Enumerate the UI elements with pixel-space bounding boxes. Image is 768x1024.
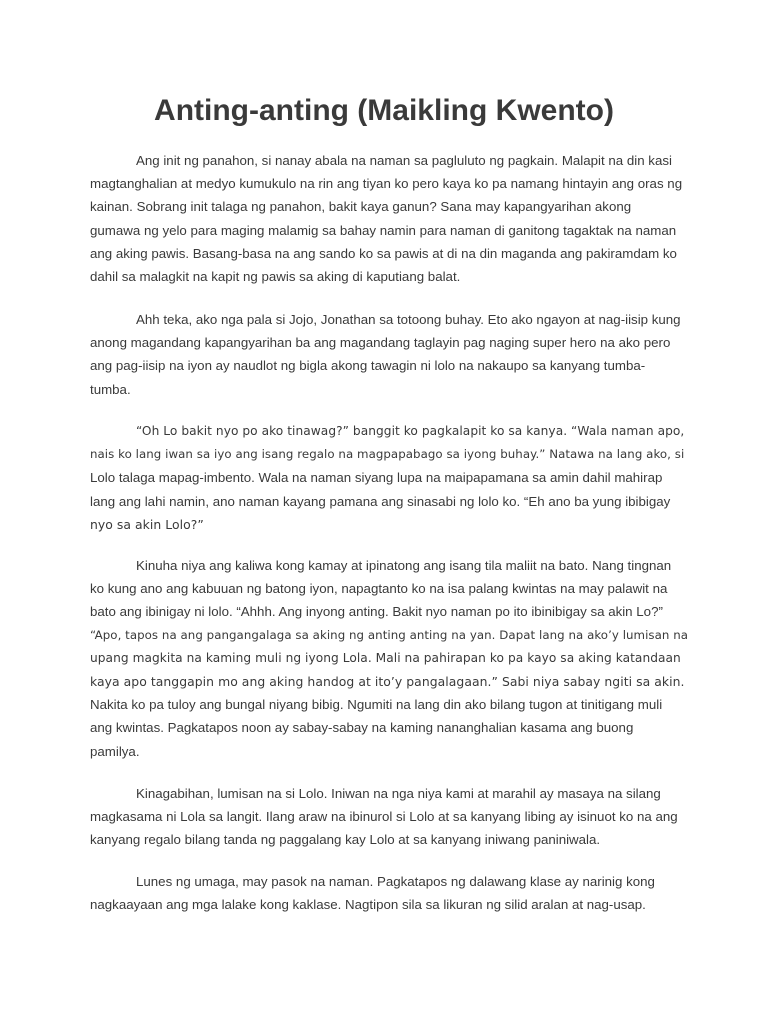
paragraph-line: kainan. Sobrang init talaga ng panahon, bakit kaya ganun? Sana may kapangyarihan akong xyxy=(90,199,632,215)
story-paragraph-2 xyxy=(90,308,690,401)
paragraph-line: pamilya. xyxy=(90,743,140,759)
paragraph-line: upang magkita na kaming muli ng iyong Lola. Mali na pahirapan ko pa kayo sa aking katandaan xyxy=(90,650,681,665)
paragraph-line: Lolo talaga mapag-imbento. Wala na naman siyang lupa na maipapamana sa amin dahil mahirap xyxy=(90,470,663,486)
paragraph-line: Nakita ko pa tuloy ang bungal niyang bibig. Ngumiti na lang din ako bilang tugon at tinitigang muli xyxy=(90,697,663,713)
paragraph-line: “Oh Lo bakit nyo po ako tinawag?” banggit ko pagkalapit ko sa kanya. “Wala naman apo, xyxy=(136,424,685,438)
paragraph-line: “Apo, tapos na ang pangangalaga sa aking ng anting anting na yan. Dapat lang na ako’y lumisan na xyxy=(90,627,689,642)
paragraph-line: Kinuha niya ang kaliwa kong kamay at ipinatong ang isang tila maliit na bato. Nang tingnan xyxy=(136,558,672,573)
paragraph-line: ang pag-iisip na iyon ay naudlot ng bigla akong tawagin ni lolo na nakaupo sa kanyang tumba- xyxy=(90,358,646,374)
paragraph-line: nais ko lang iwan sa iyo ang isang regalo na magpapabago sa iyong buhay.” Natawa na lang ako, si xyxy=(90,447,685,462)
paragraph-line: Ang init ng panahon, si nanay abala na naman sa pagluluto ng pagkain. Malapit na din kasi xyxy=(136,153,672,168)
paragraph-line: ang kwintas. Pagkatapos noon ay sabay-sabay na kaming nananghalian kasama ang buong xyxy=(90,720,634,736)
paragraph-line: magtanghalian at medyo kumukulo na rin ang tiyan ko pero kaya ko pa namang hintayin ang oras ng xyxy=(90,176,683,192)
story-paragraph-5 xyxy=(90,782,690,852)
paragraph-line: bato ang ibinigay ni lolo. “Ahhh. Ang inyong anting. Bakit nyo naman po ito ibinibigay sa akin Lo?” xyxy=(90,604,663,620)
paragraph-line: lang ang lahi namin, ano naman kayang pamana ang sinasabi ng lolo ko. “Eh ano ba yung ibibigay xyxy=(90,493,671,509)
page-title: Anting-anting (Maikling Kwento) xyxy=(154,94,614,127)
paragraph-line: gumawa ng yelo para maging malamig sa bahay namin para naman di ganitong tagaktak na naman xyxy=(90,222,677,238)
paragraph-line: kaya apo tanggapin mo ang aking handog at ito’y pangalagaan.” Sabi niya sabay ngiti sa akin. xyxy=(90,674,685,690)
paragraph-line: Ahh teka, ako nga pala si Jojo, Jonathan sa totoong buhay. Eto ako ngayon at nag-iisip kung xyxy=(136,312,681,327)
paragraph-line: magkasama ni Lola sa langit. Ilang araw na ibinurol si Lolo at sa kanyang libing ay isinuot ko na ang xyxy=(90,809,678,825)
paragraph-line: nagkaayaan ang mga lalake kong kaklase. Nagtipon sila sa likuran ng silid aralan at nag-usap. xyxy=(90,897,646,913)
paragraph-line: Lunes ng umaga, may pasok na naman. Pagkatapos ng dalawang klase ay narinig kong xyxy=(136,874,655,889)
paragraph-line: nyo sa akin Lolo?” xyxy=(90,516,204,532)
story-paragraph-3 xyxy=(90,420,690,536)
story-paragraph-4 xyxy=(90,554,690,763)
paragraph-line: ang aking pawis. Basang-basa na ang sando ko sa pawis at di na din maganda ang pakiramdam ko xyxy=(90,245,677,261)
paragraph-line: tumba. xyxy=(90,381,131,397)
paragraph-line: Kinagabihan, lumisan na si Lolo. Iniwan na nga niya kami at marahil ay masaya na silang xyxy=(136,786,661,801)
paragraph-line: kanyang regalo bilang tanda ng paggalang kay Lolo at sa kanyang iniwang paniniwala. xyxy=(90,832,601,848)
paragraph-line: anong magandang kapangyarihan ba ang magandang taglayin pag naging super hero na ako pero xyxy=(90,335,671,351)
story-paragraph-1 xyxy=(90,149,690,288)
paragraph-line: ko kung ano ang kabuuan ng batong iyon, napagtanto ko na isa palang kwintas na may palawit na xyxy=(90,581,668,597)
paragraph-line: dahil sa malagkit na kapit ng pawis sa aking di kaputiang balat. xyxy=(90,269,461,285)
story-paragraph-6 xyxy=(90,870,690,916)
